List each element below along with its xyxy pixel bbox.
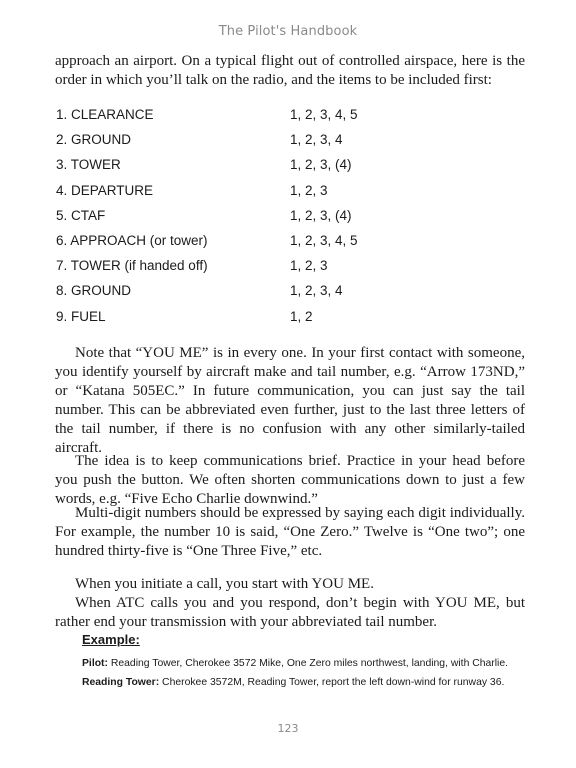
intro-paragraph: approach an airport. On a typical flight out of controlled airspace, here is the order in which you’ll talk on the radio, and the items to be included first: bbox=[55, 53, 525, 88]
list-item-label: 9. FUEL bbox=[56, 308, 106, 324]
body-paragraph: Note that “YOU ME” is in every one. In your first contact with someone, you identify yourself by aircraft make and tail number, e.g. “Arrow 173ND,” or “Katana 505EC.” In future communication, you can just say the tail number. This can be abbreviated even further, just to the last three letters of the tail number, if there is no confusion with any other similarly-tailed aircraft. bbox=[55, 345, 525, 456]
list-item-value: 1, 2, 3, 4 bbox=[290, 132, 343, 148]
body-paragraph: When you initiate a call, you start with YOU ME. bbox=[75, 576, 374, 592]
list-item-value: 1, 2, 3, (4) bbox=[290, 207, 352, 223]
example-text: Reading Tower, Cherokee 3572 Mike, One Zero miles northwest, landing, with Charlie. bbox=[107, 658, 509, 669]
list-item-value: 1, 2, 3, 4 bbox=[290, 283, 343, 299]
body-paragraph: Multi-digit numbers should be expressed by saying each digit individually. For example, the number 10 is said, “One Zero.” Twelve is “One two”; one hundred thirty-five is “One Three Five,” etc. bbox=[55, 505, 525, 559]
example-speaker: Reading Tower: bbox=[82, 677, 160, 688]
example-text: Cherokee 3572M, Reading Tower, report the left down-wind for runway 36. bbox=[159, 677, 505, 688]
list-item bbox=[56, 130, 476, 155]
list-item bbox=[56, 105, 476, 130]
running-header: The Pilot's Handbook bbox=[218, 24, 358, 39]
body-paragraph: When ATC calls you and you respond, don’t begin with YOU ME, but rather end your transmission with your abbreviated tail number. bbox=[55, 595, 525, 630]
list-item bbox=[56, 155, 476, 180]
list-item-label: 6. APPROACH (or tower) bbox=[56, 232, 208, 248]
example-line bbox=[82, 654, 542, 673]
example-box bbox=[82, 632, 542, 692]
radio-call-order-list bbox=[56, 105, 476, 332]
list-item-label: 4. DEPARTURE bbox=[56, 182, 154, 198]
list-item bbox=[56, 256, 476, 281]
list-item-value: 1, 2 bbox=[290, 308, 313, 324]
body-paragraph: The idea is to keep communications brief. Practice in your head before you push the button. We often shorten communications down to just a few words, e.g. “Five Echo Charlie downwind.” bbox=[55, 453, 525, 507]
list-item bbox=[56, 181, 476, 206]
list-item-label: 3. TOWER bbox=[56, 157, 121, 173]
list-item-value: 1, 2, 3 bbox=[290, 258, 328, 274]
list-item-label: 8. GROUND bbox=[56, 283, 132, 299]
list-item-value: 1, 2, 3, (4) bbox=[290, 157, 352, 173]
list-item bbox=[56, 307, 476, 332]
list-item-value: 1, 2, 3, 4, 5 bbox=[290, 232, 358, 248]
example-line bbox=[82, 673, 542, 692]
list-item-label: 7. TOWER (if handed off) bbox=[56, 258, 208, 274]
list-item-label: 5. CTAF bbox=[56, 207, 106, 223]
list-item-label: 1. CLEARANCE bbox=[56, 107, 154, 122]
list-item bbox=[56, 206, 476, 231]
list-item-value: 1, 2, 3 bbox=[290, 182, 328, 198]
list-item-label: 2. GROUND bbox=[56, 132, 132, 148]
list-item bbox=[56, 231, 476, 256]
list-item bbox=[56, 281, 476, 306]
list-item-value: 1, 2, 3, 4, 5 bbox=[290, 107, 358, 122]
example-speaker: Pilot: bbox=[82, 658, 108, 669]
example-heading: Example: bbox=[82, 632, 140, 647]
page-number: 123 bbox=[277, 722, 299, 735]
